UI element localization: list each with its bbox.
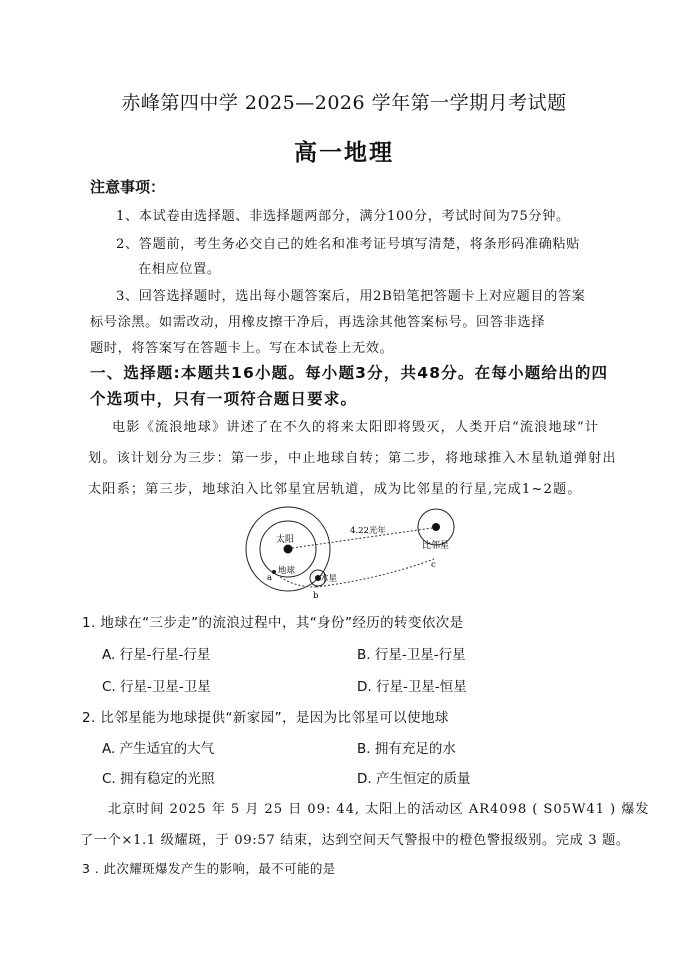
notice-item-1: 1、本试卷由选择题、非选择题两部分，满分100分，考试时间为75分钟。 <box>116 209 570 224</box>
passage2-line1: 北京时间 2025 年 5 月 25 日 09: 44, 太阳上的活动区 AR4098 ( S05W41 ) 爆发 <box>108 802 650 817</box>
jupiter-label: 木星 <box>320 574 338 584</box>
notice-item-3-line1: 3、回答选择题时，选出每小题答案后，用2B铅笔把答题卡上对应题目的答案 <box>116 289 586 304</box>
q1-stem: 1. 地球在“三步走”的流浪过程中，其“身份”经历的转变依次是 <box>82 615 464 631</box>
point-c-label: c <box>431 560 436 570</box>
q1-option-a: A. 行星-行星-行星 <box>102 647 211 663</box>
q1-option-d: D. 行星-卫星-恒星 <box>357 679 467 695</box>
exam-title: 赤峰第四中学 2025—2026 学年第一学期月考试题 <box>121 92 567 114</box>
passage2-line2: 了一个×1.1 级耀斑，于 09:57 结束，达到空间天气警报中的橙色警报级别。完成 3 题。 <box>80 833 630 848</box>
notice-item-2-line2: 在相应位置。 <box>138 262 221 277</box>
passage1-line3: 太阳系；第三步，地球泊入比邻星宜居轨道，成为比邻星的行星,完成1~2题。 <box>88 482 582 497</box>
q2-option-d: D. 产生恒定的质量 <box>357 771 471 787</box>
notice-item-3-line3: 题时，将答案写在答题卡上。写在本试卷上无效。 <box>90 341 394 356</box>
q2-stem: 2. 比邻星能为地球提供“新家园”，是因为比邻星可以使地球 <box>82 710 449 726</box>
sun-label: 太阳 <box>276 535 295 545</box>
passage1-line2: 划。该计划分为三步：第一步，中止地球自转；第二步，将地球推入木星轨道弹射出 <box>88 451 617 466</box>
subject-title: 高一地理 <box>294 140 394 166</box>
proxima-body <box>432 523 440 531</box>
point-a-label: a <box>267 573 273 583</box>
earth-label: 地球 <box>278 566 296 576</box>
wandering-earth-orbit-diagram <box>230 495 470 601</box>
notice-item-2-line1: 2、答题前，考生务必交自己的姓名和准考证号填写清楚，将条形码准确粘贴 <box>116 237 580 252</box>
point-b-label: b <box>313 591 319 601</box>
section1-heading-line1: 一、选择题:本题共16小题。每小题3分，共48分。在每小题给出的四 <box>90 364 609 382</box>
q1-option-b: B. 行星-卫星-行星 <box>357 647 466 663</box>
q3-stem: 3 . 此次耀斑爆发产生的影响，最不可能的是 <box>82 861 336 876</box>
q2-option-a: A. 产生适宜的大气 <box>102 741 215 757</box>
q2-option-c: C. 拥有稳定的光照 <box>102 771 215 787</box>
distance-label: 4.22光年 <box>350 526 386 536</box>
section1-heading-line2: 个选项中，只有一项符合题日要求。 <box>90 390 358 408</box>
passage1-line1: 电影《流浪地球》讲述了在不久的将来太阳即将毁灭，人类开启“流浪地球”计 <box>112 420 600 435</box>
notice-heading: 注意事项： <box>90 178 166 196</box>
sun-body <box>284 545 293 554</box>
q2-option-b: B. 拥有充足的水 <box>357 741 456 757</box>
proxima-label: 比邻星 <box>422 541 450 551</box>
q1-option-c: C. 行星-卫星-卫星 <box>102 679 211 695</box>
notice-item-3-line2: 标号涂黑。如需改动，用橡皮擦干净后，再选涂其他答案标号。回答非选择 <box>90 315 545 330</box>
